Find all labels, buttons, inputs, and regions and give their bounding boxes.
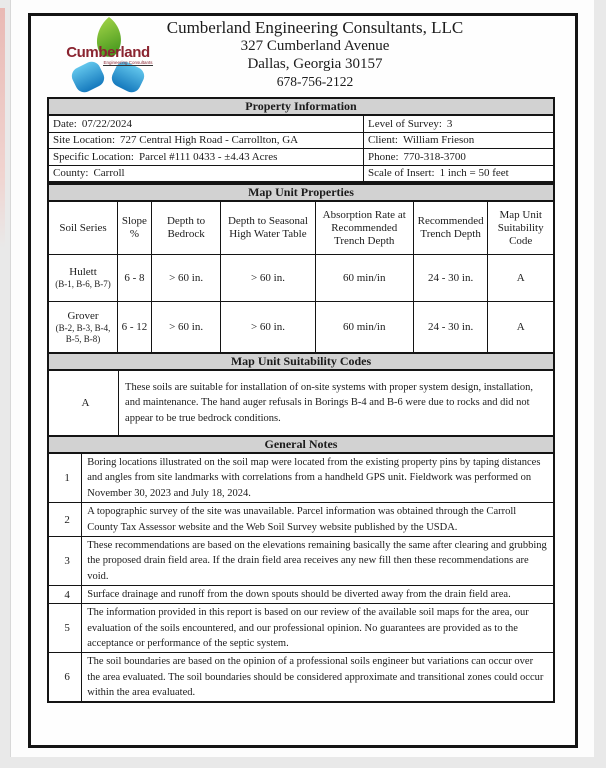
soil-series-borings: (B-1, B-6, B-7): [55, 279, 111, 289]
field-label: Level of Survey:: [367, 117, 442, 130]
property-cell-county: [49, 165, 363, 181]
trench-depth-cell: 24 - 30 in.: [413, 302, 488, 353]
note-number: 5: [49, 604, 82, 653]
map-unit-suitability-codes-table: [49, 371, 553, 435]
property-cell-specific-location: [49, 149, 363, 166]
column-header-soil-series: Soil Series: [49, 202, 118, 255]
note-row: [49, 503, 553, 537]
company-name: Cumberland Engineering Consultants, LLC: [166, 18, 464, 37]
table-row: [49, 149, 553, 166]
field-label: Phone:: [367, 150, 399, 163]
note-row: [49, 653, 553, 701]
column-header-slope: Slope %: [118, 202, 152, 255]
soil-series-cell: [49, 255, 118, 302]
company-phone: 678-756-2122: [276, 74, 354, 89]
note-number: 6: [49, 653, 82, 701]
column-header-depth-water-table: Depth to Seasonal High Water Table: [221, 202, 315, 255]
note-row: [49, 604, 553, 653]
field-value: 07/22/2024: [81, 117, 132, 130]
field-value: 1 inch = 50 feet: [439, 167, 509, 180]
soil-series-name: Hulett: [69, 266, 97, 278]
field-value: 727 Central High Road - Carrollton, GA: [120, 134, 299, 147]
photo-edge-artifact: [0, 8, 5, 248]
note-text: The soil boundaries are based on the opinion of a professional soils engineer but variations can occur over the area evaluated. The soil boundaries should be considered approximate and transitional zones could occur within the area evaluated.: [82, 653, 553, 701]
note-text: These recommendations are based on the elevations remaining basically the same after clearing and grubbing the proposed drain field area. If the drain field area receives any new fill then these recommendations are void.: [82, 537, 553, 586]
table-row: [49, 116, 553, 132]
property-information-title: Property Information: [49, 99, 553, 116]
note-number: 4: [49, 586, 82, 604]
depth-bedrock-cell: > 60 in.: [151, 255, 221, 302]
note-row: [49, 586, 553, 604]
column-header-depth-bedrock: Depth to Bedrock: [151, 202, 221, 255]
company-address: 327 Cumberland Avenue: [240, 38, 390, 54]
depth-water-cell: > 60 in.: [221, 255, 315, 302]
logo-tagline-text: Engineering Consultants: [103, 60, 153, 65]
field-value: William Frieson: [402, 134, 475, 147]
map-unit-properties-section: [47, 183, 555, 354]
field-label: County:: [53, 167, 89, 180]
suitability-code-cell: A: [488, 302, 553, 353]
suitability-code-cell: A: [488, 255, 553, 302]
note-text: The information provided in this report is based on our review of the available soil maps for the area, our evaluation of the soils encountered, and our professional opinion. No guarantees are provided as to the acceptance or performance of the septic system.: [82, 604, 553, 653]
logo-brand-text: Cumberland: [66, 44, 150, 61]
field-label: Scale of Insert:: [367, 167, 435, 180]
note-row: [49, 454, 553, 503]
column-header-row: [49, 202, 553, 255]
letterhead: [31, 18, 575, 90]
table-row: [49, 302, 553, 353]
column-header-trench-depth: Recommended Trench Depth: [413, 202, 488, 255]
slope-cell: 6 - 8: [118, 255, 152, 302]
field-value: Carroll: [93, 167, 125, 180]
map-unit-suitability-codes-title: Map Unit Suitability Codes: [49, 354, 553, 371]
property-cell-scale: [363, 165, 553, 181]
slope-cell: 6 - 12: [118, 302, 152, 353]
depth-water-cell: > 60 in.: [221, 302, 315, 353]
column-header-suitability-code: Map Unit Suitability Code: [488, 202, 553, 255]
table-row: [49, 165, 553, 181]
suitability-description: These soils are suitable for installation of on-site systems with proper system design, installation, and maintenance. The hand auger refusals in Borings B-4 and B-6 were due to rocks and did not appear to be true bedrock conditions.: [119, 371, 553, 435]
note-number: 3: [49, 537, 82, 586]
map-unit-properties-table: [49, 202, 553, 352]
property-information-table: [49, 116, 553, 181]
note-text: Surface drainage and runoff from the down spouts should be diverted away from the drain field area.: [82, 586, 553, 604]
field-label: Specific Location:: [53, 150, 134, 163]
company-city: Dallas, Georgia 30157: [247, 56, 383, 72]
note-number: 2: [49, 503, 82, 537]
soil-series-cell: [49, 302, 118, 353]
soil-series-borings: (B-2, B-3, B-4, B-5, B-8): [55, 322, 111, 344]
note-row: [49, 537, 553, 586]
map-unit-suitability-codes-section: [47, 352, 555, 437]
suitability-code: A: [49, 371, 119, 435]
note-text: A topographic survey of the site was unavailable. Parcel information was obtained through the Carroll County Tax Assessor website and the Web Soil Survey website published by the USDA.: [82, 503, 553, 537]
note-number: 1: [49, 454, 82, 503]
document-page: [28, 13, 578, 748]
field-value: 770-318-3700: [403, 150, 466, 163]
field-value: 3: [446, 117, 453, 130]
property-cell-client: [363, 132, 553, 149]
field-value: Parcel #111 0433 - ±4.43 Acres: [138, 150, 278, 163]
field-label: Client:: [367, 134, 398, 147]
field-label: Site Location:: [53, 134, 116, 147]
property-cell-site-location: [49, 132, 363, 149]
absorption-cell: 60 min/in: [315, 255, 413, 302]
property-information-section: [47, 97, 555, 183]
general-notes-section: [47, 435, 555, 703]
property-cell-date: [49, 116, 363, 132]
field-label: Date:: [53, 117, 77, 130]
general-notes-title: General Notes: [49, 437, 553, 454]
property-cell-survey-level: [363, 116, 553, 132]
trench-depth-cell: 24 - 30 in.: [413, 255, 488, 302]
absorption-cell: 60 min/in: [315, 302, 413, 353]
table-row: [49, 371, 553, 435]
note-text: Boring locations illustrated on the soil map were located from the existing property pins by taping distances and angles from site landmarks with correlations from a handheld GPS unit. Fieldwork was performed on November 30, 2023 and July 18, 2024.: [82, 454, 553, 503]
map-unit-properties-title: Map Unit Properties: [49, 185, 553, 202]
soil-series-name: Grover: [67, 309, 99, 322]
general-notes-table: [49, 454, 553, 701]
table-row: [49, 255, 553, 302]
table-row: [49, 132, 553, 149]
depth-bedrock-cell: > 60 in.: [151, 302, 221, 353]
property-cell-phone: [363, 149, 553, 166]
column-header-absorption-rate: Absorption Rate at Recommended Trench Depth: [315, 202, 413, 255]
